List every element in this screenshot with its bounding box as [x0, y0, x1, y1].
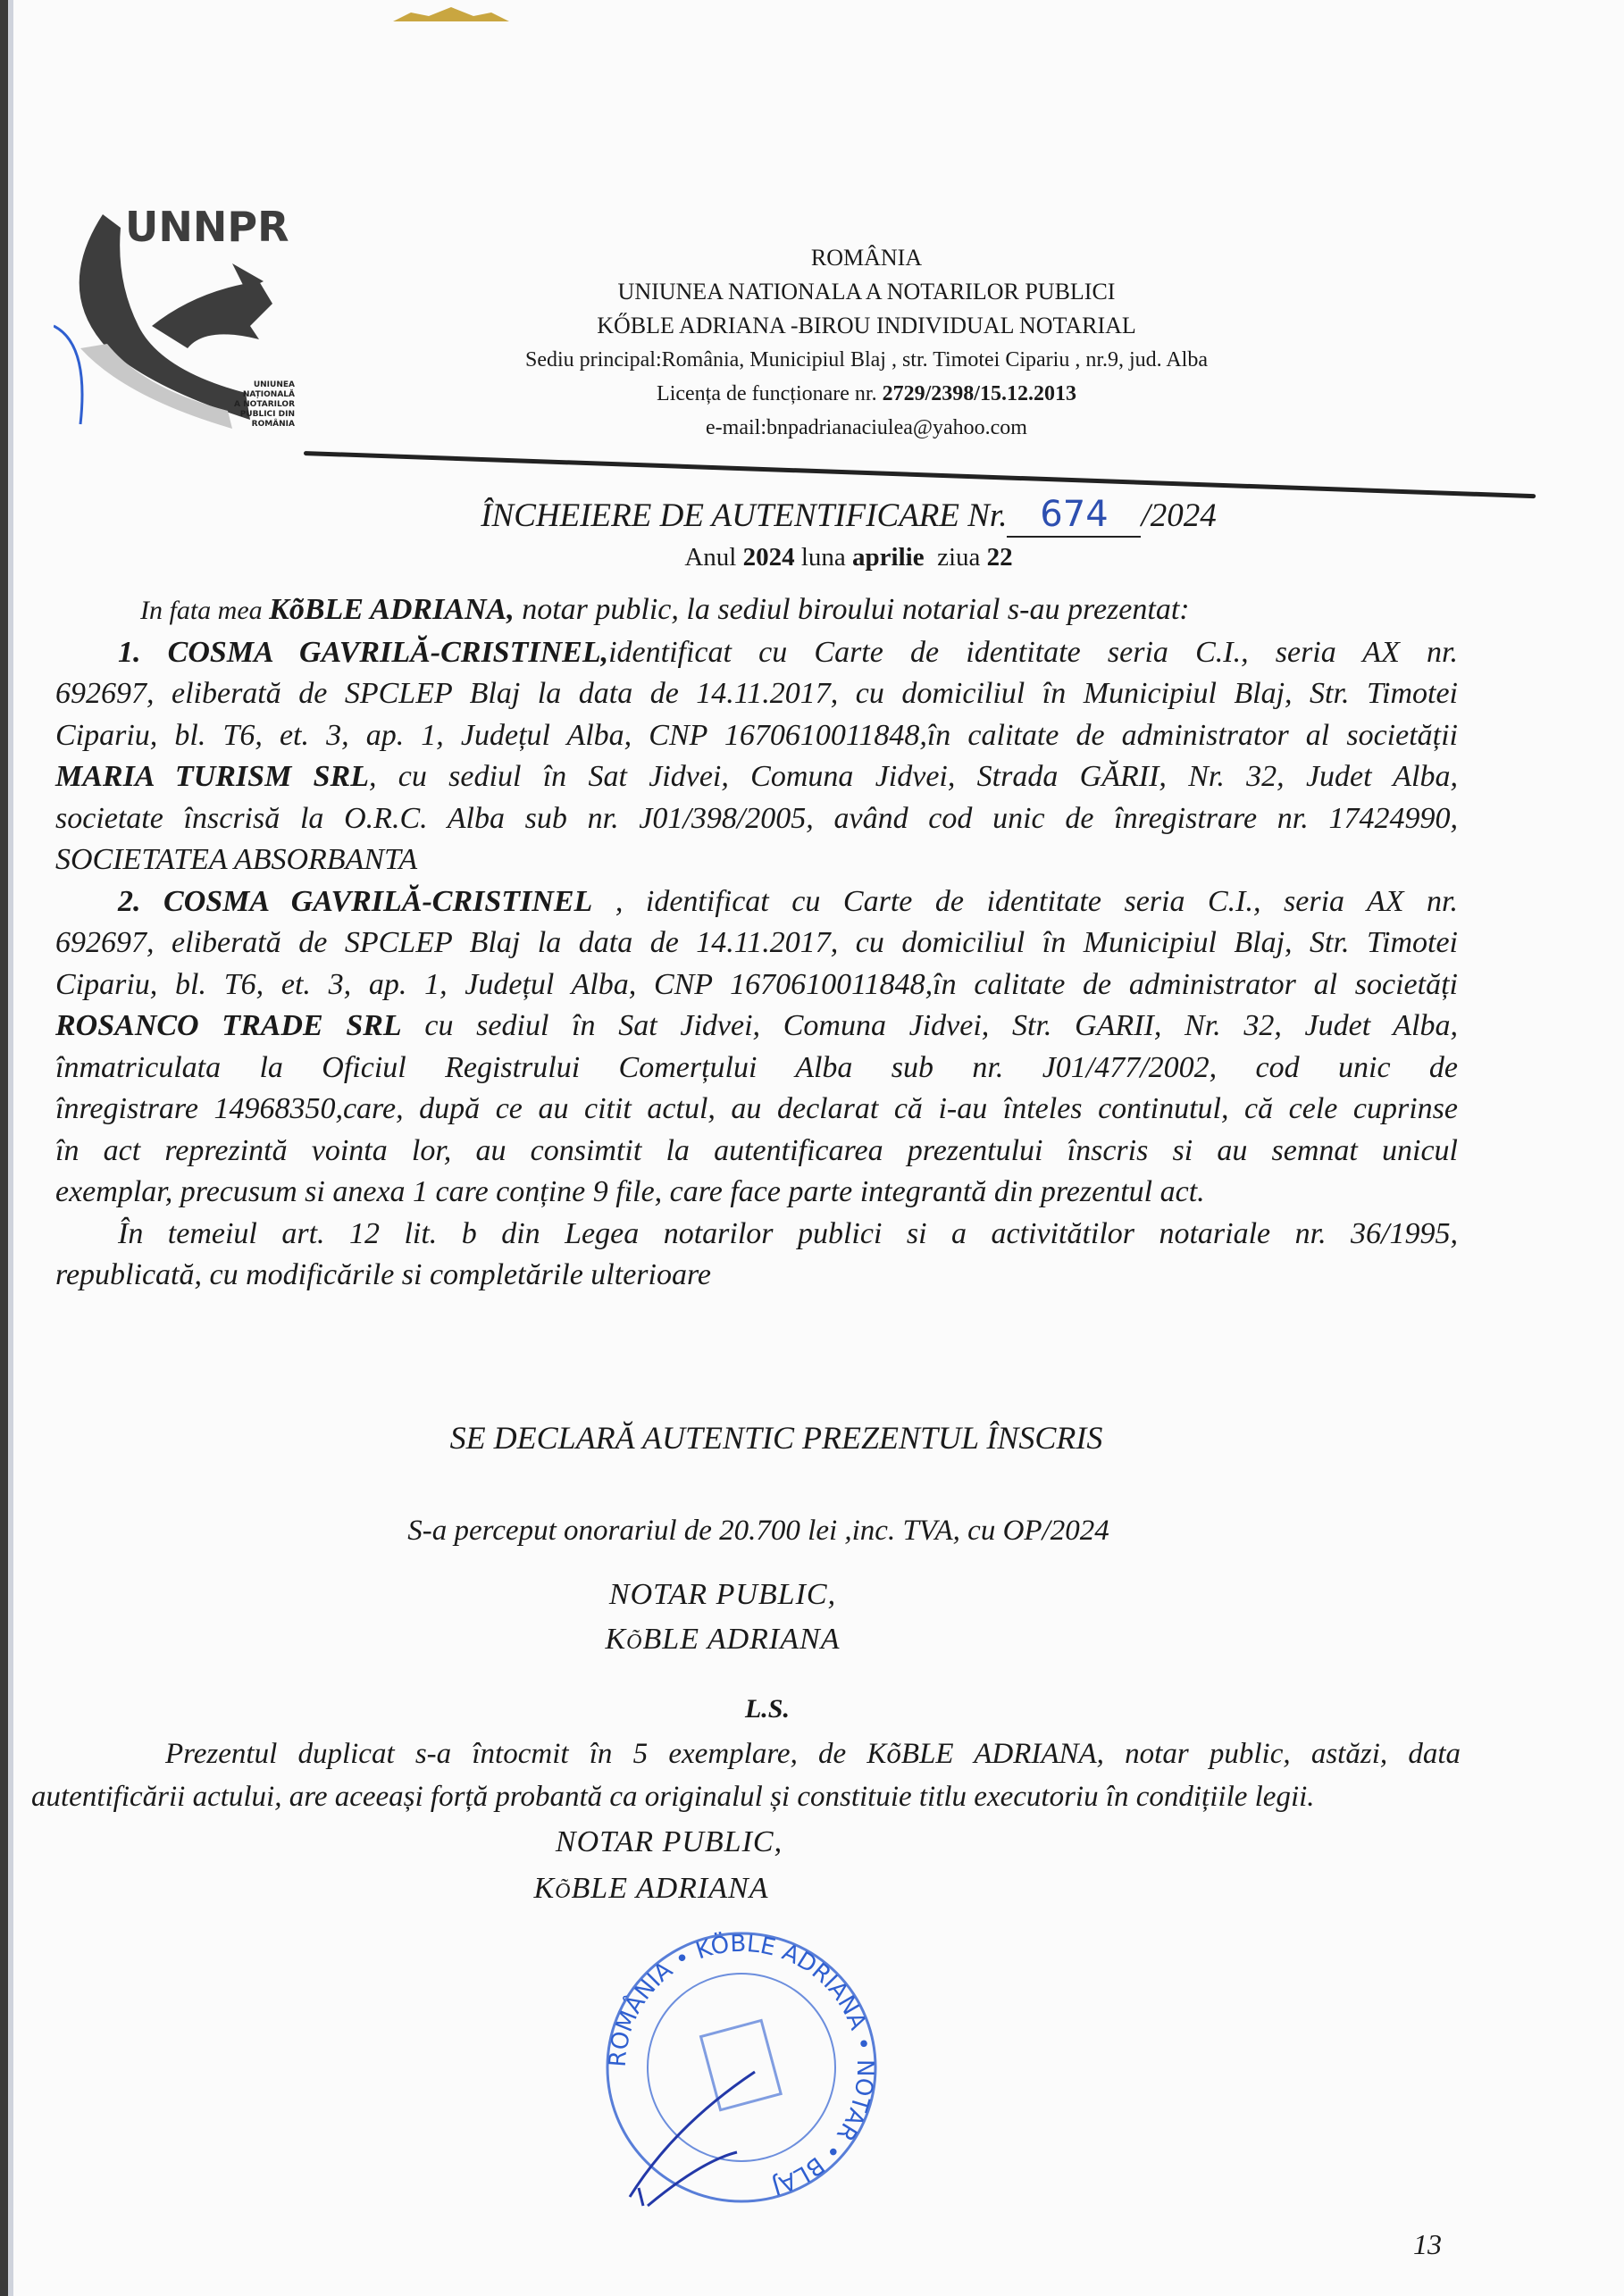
date-line: Anul 2024 luna aprilie ziua 22	[684, 543, 1013, 572]
declaration: SE DECLARĂ AUTENTIC PREZENTUL ÎNSCRIS	[449, 1420, 1103, 1456]
signature-name: KõBLE ADRIANA	[605, 1623, 841, 1656]
logo-acronym: UNNPR	[125, 203, 289, 251]
text-run: , cu sediul în Sat Jidvei, Comuna Jidvei, Strada GĂRII, Nr. 32, Judet Alba,	[368, 760, 1458, 793]
body-line	[55, 632, 1458, 674]
body-line	[55, 798, 1458, 840]
svg-text:ROMÂNIA • KÖBLE ADRIANA • NOTA	[605, 1930, 878, 2200]
header-email: e-mail:bnpadrianaciulea@yahoo.com	[706, 416, 1027, 439]
bold-text: KõBLE ADRIANA,	[269, 593, 515, 626]
text-run: societate înscrisă la O.R.C. Alba sub nr. J01/398/2005, având cod unic de înregistrare nr. 17424990,	[55, 801, 1458, 835]
text-run: 692697, eliberată de SPCLEP Blaj la data de 14.11.2017, cu domiciliul în Municipiul Blaj, Str. Timotei	[55, 677, 1458, 710]
text-run: identificat cu Carte de identitate seria C.I., seria AX nr.	[608, 635, 1458, 669]
svg-text:UNIUNEA: UNIUNEA	[253, 380, 295, 389]
body-line	[55, 1255, 1458, 1297]
text-run: În temeiul art. 12 lit. b din Legea notarilor publici si a activitătilor notariale nr. 36/1995,	[118, 1216, 1458, 1250]
duplicate-line: Prezentul duplicat s-a întocmit în 5 exemplare, de KõBLE ADRIANA, notar public, astăzi, data	[165, 1738, 1461, 1770]
body-line	[55, 1048, 1458, 1090]
text-run: 692697, eliberată de SPCLEP Blaj la data de 14.11.2017, cu domiciliul în Municipiul Blaj, Str. Timotei	[55, 926, 1458, 959]
body-line	[55, 1172, 1458, 1214]
bold-text: 1. COSMA GAVRILĂ-CRISTINEL,	[118, 635, 609, 669]
header-address: Sediu principal:România, Municipiul Blaj , str. Timotei Cipariu , nr.9, jud. Alba	[525, 348, 1208, 372]
ls-mark: L.S.	[744, 1694, 790, 1724]
text-run: republicată, cu modificările si completările ulterioare	[55, 1258, 712, 1291]
text-run: înregistrare 14968350,care, după ce au citit actul, au declarat că i-au înteles continutul, că cele cuprinse	[55, 1092, 1458, 1125]
header-line: UNIUNEA NATIONALA A NOTARILOR PUBLICI	[617, 279, 1116, 305]
signature-name: KõBLE ADRIANA	[533, 1872, 769, 1905]
text-run: Cipariu, bl. T6, et. 3, ap. 1, Județul Alba, CNP 1670610011848,în calitate de administrator al societăți	[55, 967, 1458, 1001]
bold-text: 2. COSMA GAVRILĂ-CRISTINEL	[118, 884, 593, 918]
text-run: exemplar, precusum si anexa 1 care conține 9 file, care face parte integrantă din prezentul act.	[55, 1175, 1205, 1208]
text-run: SOCIETATEA ABSORBANTA	[55, 843, 418, 876]
body-line	[55, 1006, 1458, 1048]
body-line	[55, 881, 1458, 923]
bold-text: MARIA TURISM SRL	[55, 760, 369, 793]
header-line: KŐBLE ADRIANA -BIROU INDIVIDUAL NOTARIAL	[597, 313, 1136, 338]
svg-text:A NOTARILOR: A NOTARILOR	[234, 400, 295, 409]
stamp-text: ROMÂNIA • KÖBLE ADRIANA • NOTAR • BLAJ	[604, 1930, 879, 2200]
duplicate-note	[31, 1732, 1461, 1818]
signature-role: NOTAR PUBLIC,	[555, 1825, 783, 1858]
body-line	[55, 839, 1458, 881]
document-title: ÎNCHEIERE DE AUTENTIFICARE Nr. 674 /2024	[447, 493, 1251, 538]
text-run: , identificat cu Carte de identitate seria C.I., seria AX nr.	[592, 884, 1458, 918]
duplicate-line: autentificării actului, are aceeași forță probantă ca originalul și constituie titlu executoriu în condițiile legii.	[31, 1781, 1315, 1813]
body-line	[55, 589, 1458, 632]
text-run: cu sediul în Sat Jidvei, Comuna Jidvei, Str. GARII, Nr. 32, Judet Alba,	[401, 1009, 1458, 1042]
fee-line: S-a perceput onorariul de 20.700 lei ,inc. TVA, cu OP/2024	[407, 1515, 1109, 1547]
notary-stamp	[594, 1920, 889, 2215]
body-line	[55, 923, 1458, 964]
handwritten-number: 674	[1007, 493, 1141, 538]
text-run: în act reprezintă vointa lor, au consimtit la autentificarea prezentului înscris si au semnat unicul	[55, 1133, 1458, 1167]
svg-text:NAȚIONALĂ: NAȚIONALĂ	[242, 390, 295, 399]
page-number: 13	[1413, 2228, 1442, 2260]
header-license: Licența de funcționare nr. 2729/2398/15.12.2013	[657, 382, 1076, 405]
body-line	[55, 673, 1458, 715]
svg-text:PUBLICI DIN: PUBLICI DIN	[239, 410, 295, 419]
body-line	[55, 1131, 1458, 1173]
text-run: Cipariu, bl. T6, et. 3, ap. 1, Județul Alba, CNP 1670610011848,în calitate de administrator al societății	[55, 718, 1458, 752]
document-body	[55, 589, 1458, 1297]
body-line	[55, 964, 1458, 1006]
body-line	[55, 756, 1458, 798]
text-run: notar public, la sediul biroului notarial s-au prezentat:	[514, 593, 1190, 626]
signature-role: NOTAR PUBLIC,	[608, 1578, 837, 1611]
body-line	[55, 1089, 1458, 1131]
text-run: In fata mea	[140, 596, 270, 625]
body-line	[55, 1214, 1458, 1256]
bold-text: ROSANCO TRADE SRL	[55, 1009, 402, 1042]
header-line: ROMÂNIA	[810, 245, 923, 271]
svg-text:ROMÂNIA: ROMÂNIA	[251, 420, 295, 429]
body-line	[55, 715, 1458, 757]
text-run: înmatriculata la Oficiul Registrului Comerțului Alba sub nr. J01/477/2002, cod unic de	[55, 1050, 1458, 1084]
